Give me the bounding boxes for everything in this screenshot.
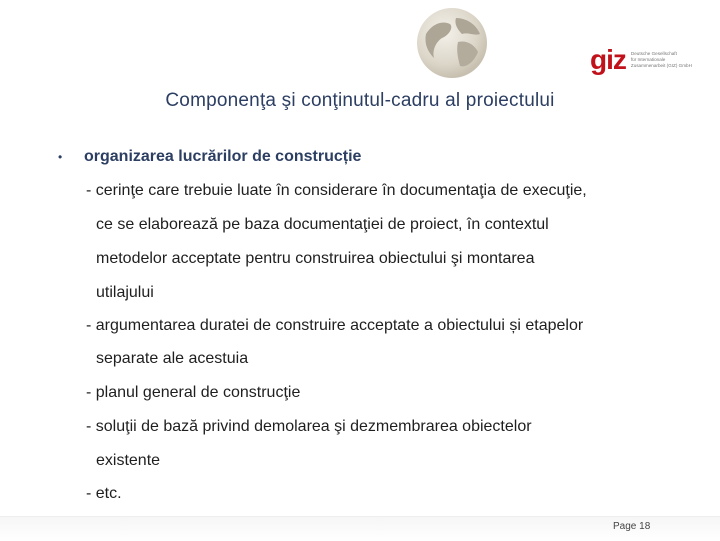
logo-mark: giz: [590, 44, 626, 75]
body-line: - etc.: [86, 485, 122, 502]
bullet-text: organizarea lucrărilor de construcție: [84, 148, 362, 165]
logo-text: [631, 51, 692, 69]
body-line: - argumentarea duratei de construire acceptate a obiectului și etapelor: [86, 317, 584, 334]
bullet-item: [58, 148, 361, 166]
giz-logo: [590, 46, 692, 74]
logo-line: für Internationale: [630, 57, 666, 62]
footer-bar: [0, 516, 720, 541]
body-line: separate ale acestuia: [96, 350, 249, 367]
globe-icon: [412, 6, 492, 80]
body-line: utilajului: [96, 284, 154, 301]
page-number: Page 18: [613, 521, 651, 532]
body-line: existente: [96, 452, 161, 469]
logo-line: Zusammenarbeit (GIZ) GmbH: [630, 63, 692, 68]
body-line: - cerinţe care trebuie luate în considerare în documentaţia de execuţie,: [86, 182, 587, 199]
bullet-icon: •: [58, 150, 63, 164]
body-line: metodelor acceptate pentru construirea obiectului şi montarea: [96, 250, 535, 267]
body-line: ce se elaborează pe baza documentaţiei de proiect, în contextul: [96, 216, 549, 233]
body-line: - planul general de construcţie: [86, 384, 301, 401]
logo-line: Deutsche Gesellschaft: [630, 51, 677, 56]
slide-title: Componenţa şi conţinutul-cadru al proiectului: [165, 90, 555, 111]
body-line: - soluţii de bază privind demolarea şi dezmembrarea obiectelor: [86, 418, 532, 435]
